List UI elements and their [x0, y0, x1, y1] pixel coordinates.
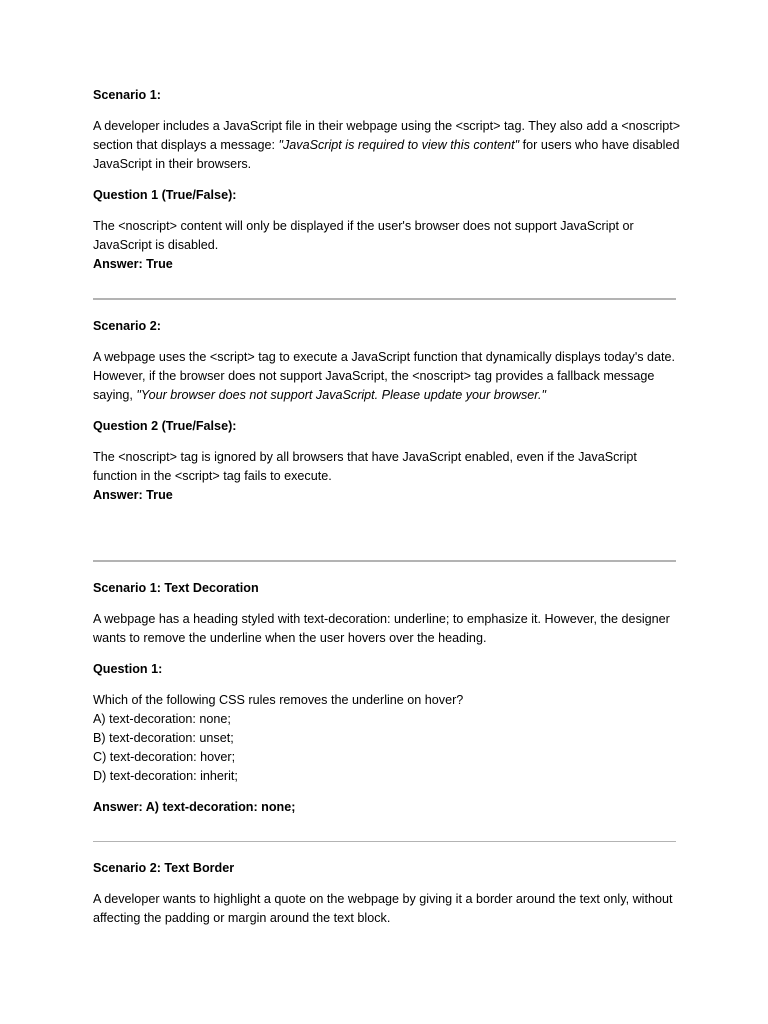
text-decoration-answer: Answer: A) text-decoration: none;	[93, 800, 296, 814]
question-1-answer: Answer: True	[93, 257, 173, 271]
option-a: A) text-decoration: none;	[93, 712, 231, 726]
question-2-answer: Answer: True	[93, 488, 173, 502]
text-border-heading: Scenario 2: Text Border	[93, 861, 235, 875]
scenario-1-text-a: A developer includes a JavaScript file in their webpage using the <script> tag. They also add a <noscript> section that displays a message:	[93, 119, 681, 152]
scenario-1-paragraph	[93, 117, 683, 174]
question-2-text: The <noscript> tag is ignored by all browsers that have JavaScript enabled, even if the JavaScript function in the <script> tag fails to execute.	[93, 450, 637, 483]
text-decoration-question-heading: Question 1:	[93, 662, 163, 676]
scenario-2-paragraph	[93, 348, 683, 405]
scenario-2-text-a: A webpage uses the <script> tag to execute a JavaScript function that dynamically displays today's date. However, if the browser does not support JavaScript, the <noscript> tag provides a fallback message saying,	[93, 350, 676, 402]
scenario-2-quote: "Your browser does not support JavaScript. Please update your browser."	[136, 388, 546, 402]
option-d: D) text-decoration: inherit;	[93, 769, 238, 783]
scenario-2-heading: Scenario 2:	[93, 319, 161, 333]
option-c: C) text-decoration: hover;	[93, 750, 236, 764]
option-b: B) text-decoration: unset;	[93, 731, 234, 745]
scenario-1-text-b: for users who have disabled JavaScript in their browsers.	[93, 138, 680, 171]
text-border-paragraph: A developer wants to highlight a quote on the webpage by giving it a border around the text only, without affecting the padding or margin around the text block.	[93, 892, 673, 925]
text-decoration-heading: Scenario 1: Text Decoration	[93, 581, 259, 595]
text-decoration-paragraph: A webpage has a heading styled with text-decoration: underline; to emphasize it. However, the designer wants to remove the underline when the user hovers over the heading.	[93, 612, 670, 645]
scenario-1-heading: Scenario 1:	[93, 88, 161, 102]
question-1-heading: Question 1 (True/False):	[93, 188, 237, 202]
document-page	[93, 86, 683, 928]
question-1-text: The <noscript> content will only be displayed if the user's browser does not support JavaScript or JavaScript is disabled.	[93, 219, 634, 252]
text-decoration-question-text: Which of the following CSS rules removes the underline on hover?	[93, 693, 464, 707]
question-2-heading: Question 2 (True/False):	[93, 419, 237, 433]
scenario-1-quote: "JavaScript is required to view this content"	[278, 138, 520, 152]
